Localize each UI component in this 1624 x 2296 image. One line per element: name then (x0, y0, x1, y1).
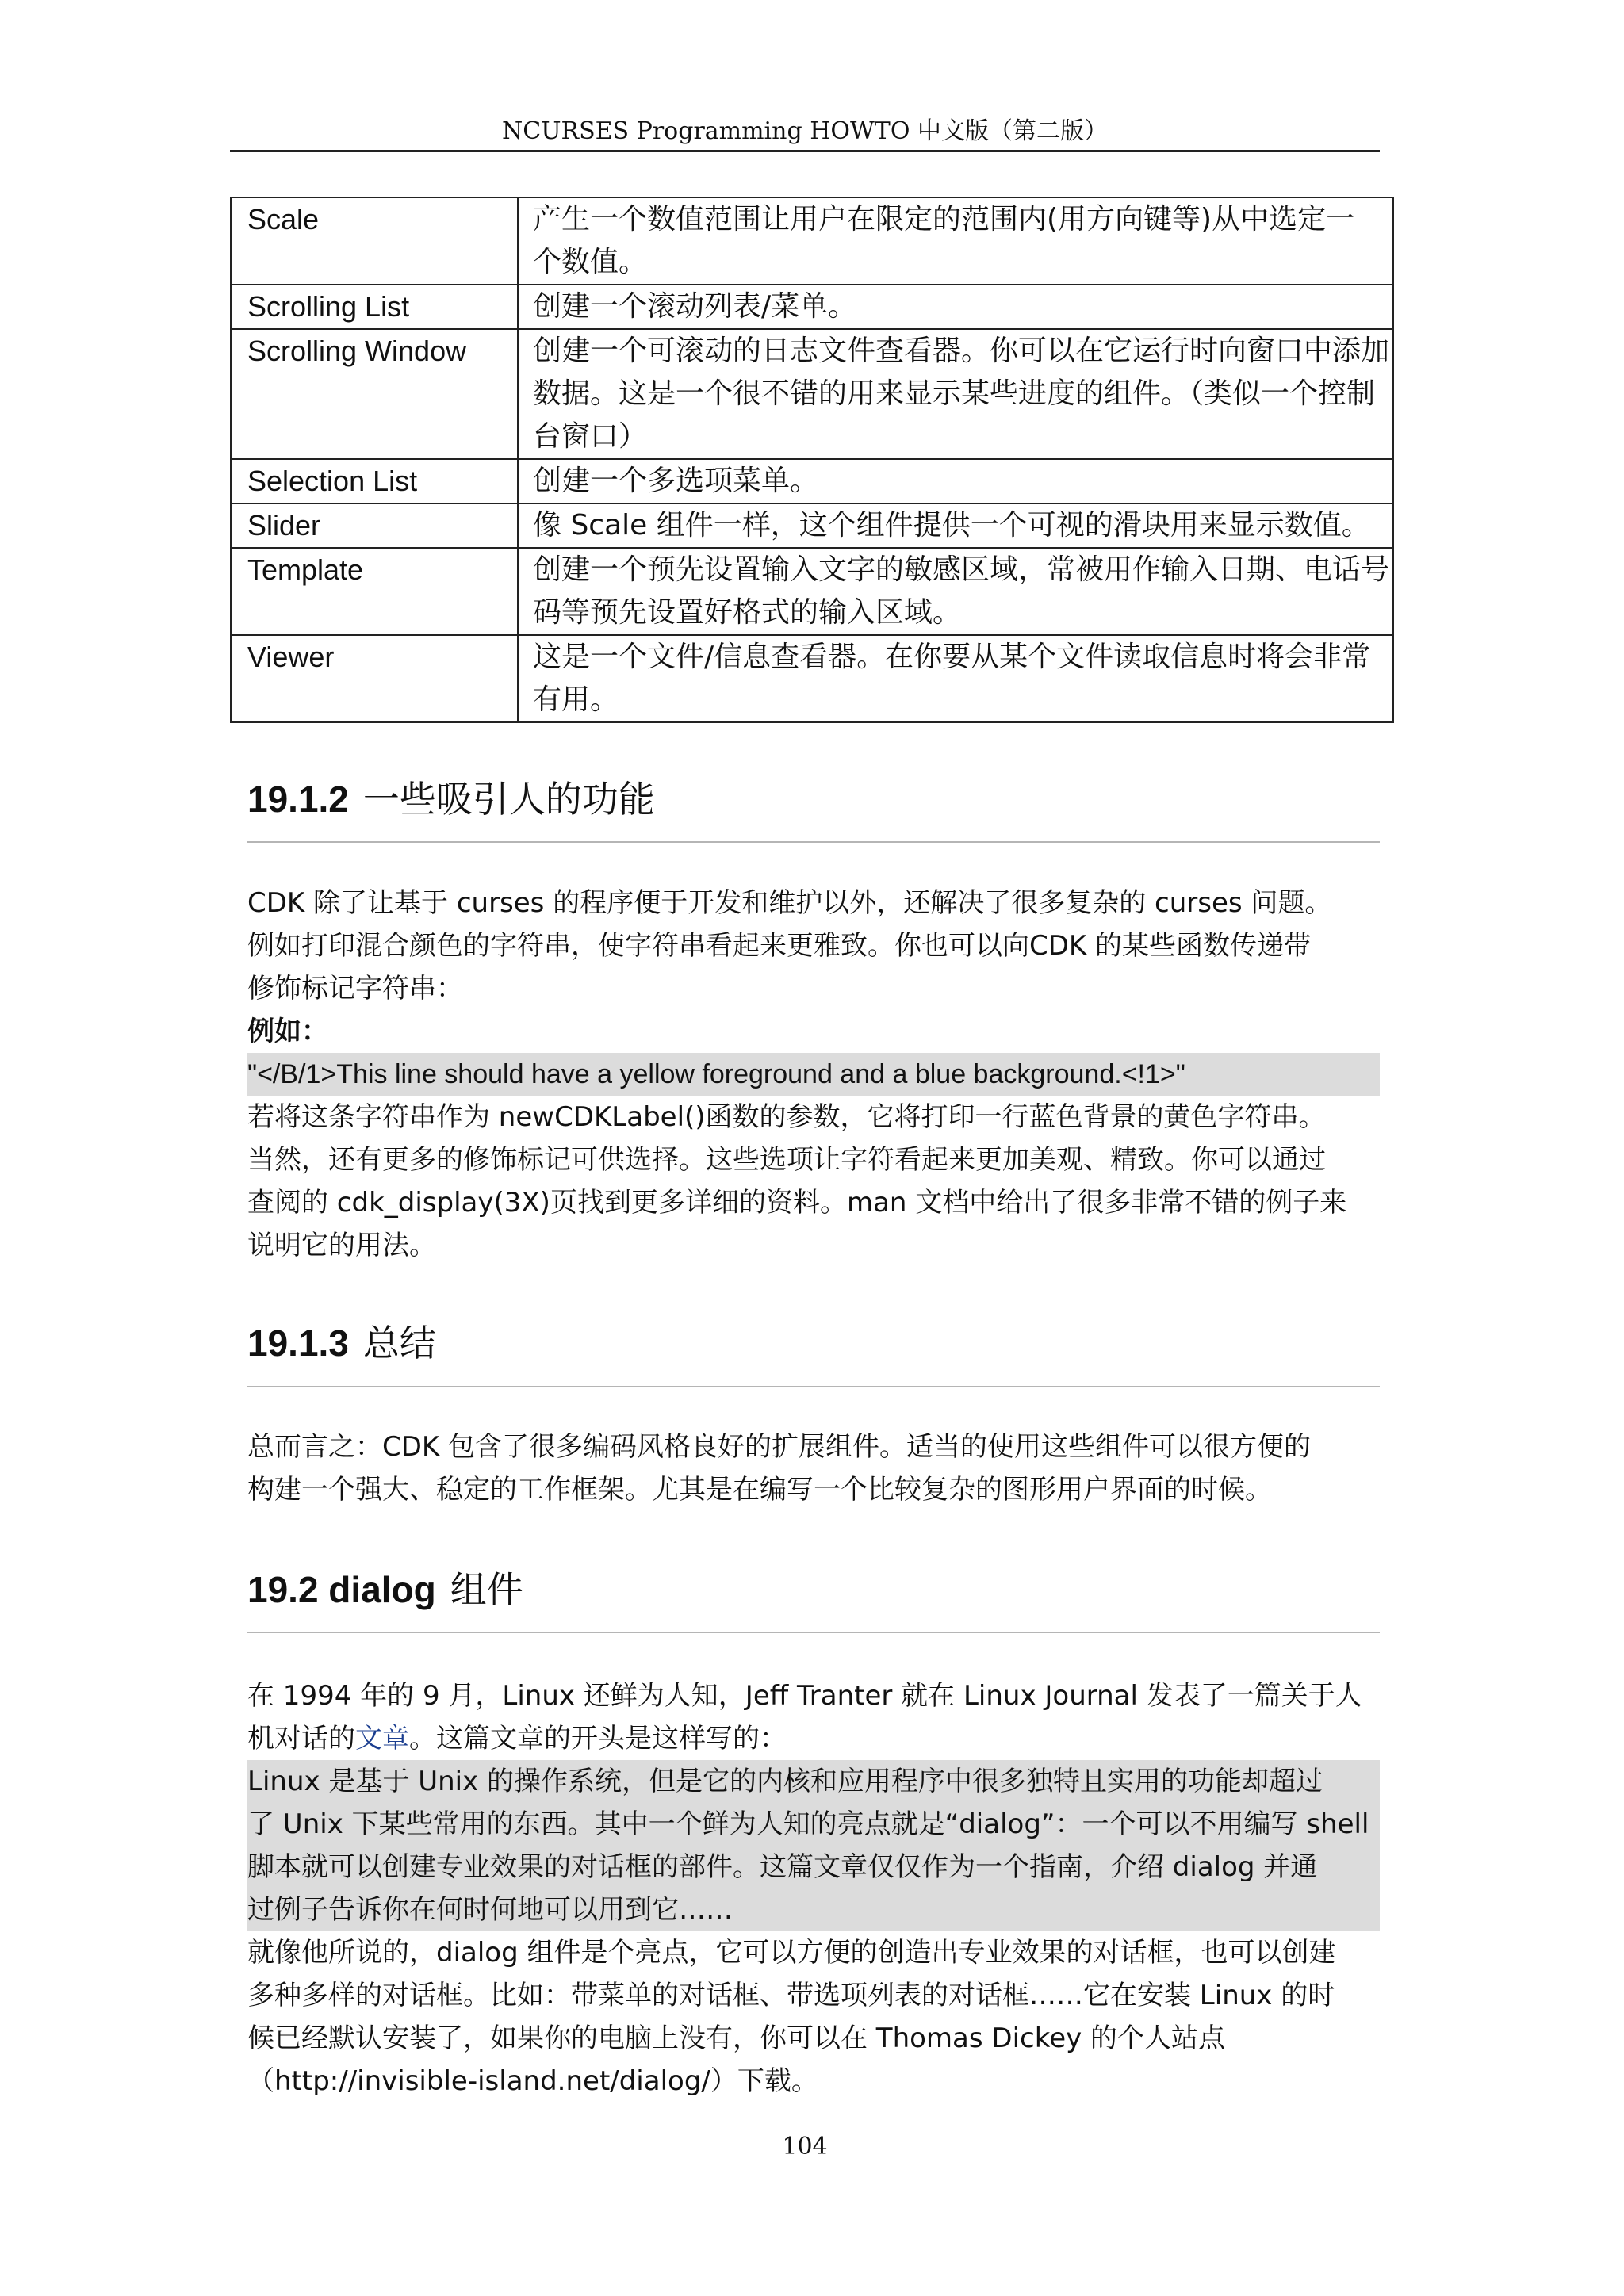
text-line: 当然，还有更多的修饰标记可供选择。这些选项让字符看起来更加美观、精致。你可以通过 (247, 1144, 1326, 1176)
widget-name-cell: Scrolling Window (231, 329, 518, 459)
section-number: 19.1.3 (247, 1322, 349, 1364)
example-code: "</B/1>This line should have a yellow foreground and a blue background.<!1>" (247, 1053, 1380, 1096)
widget-name-cell: Viewer (231, 635, 518, 722)
text-line: （http://invisible-island.net/dialog/）下载。 (247, 2065, 818, 2097)
description-line: 有用。 (533, 683, 619, 716)
section-heading-19-1-2 (247, 775, 655, 823)
text-line: 构建一个强大、稳定的工作框架。尤其是在编写一个比较复杂的图形用户界面的时候。 (247, 1474, 1272, 1506)
widget-name-cell: Scale (231, 197, 518, 285)
section-rule (247, 841, 1380, 843)
paragraph-dialog (247, 1674, 1380, 2103)
table-row (231, 459, 1393, 503)
text-line: 候已经默认安装了，如果你的电脑上没有，你可以在 Thomas Dickey 的个人站点 (247, 2022, 1226, 2054)
table-row (231, 548, 1393, 635)
section-title: 总结 (362, 1322, 436, 1364)
widget-description-cell (518, 635, 1393, 722)
text-line: 若将这条字符串作为 newCDKLabel()函数的参数，它将打印一行蓝色背景的黄色字符串。 (247, 1101, 1326, 1133)
widget-table-body (231, 197, 1393, 722)
section-heading-19-2 (247, 1566, 523, 1613)
widget-name-cell: Selection List (231, 459, 518, 503)
description-line: 创建一个预先设置输入文字的敏感区域，常被用作输入日期、电话号 (533, 553, 1390, 586)
section-rule (247, 1386, 1380, 1387)
description-line: 创建一个滚动列表/菜单。 (533, 290, 857, 323)
description-line: 台窗口） (533, 420, 648, 453)
text-line (247, 1717, 1380, 1760)
text-line: 在 1994 年的 9 月，Linux 还鲜为人知，Jeff Tranter 就在 Linux Journal 发表了一篇关于人 (247, 1680, 1362, 1712)
section-number: 19.1.2 (247, 779, 349, 820)
text-segment: 机对话的 (247, 1723, 355, 1755)
text-line: 总而言之：CDK 包含了很多编码风格良好的扩展组件。适当的使用这些组件可以很方便的 (247, 1431, 1312, 1463)
section-number: 19.2 dialog (247, 1569, 436, 1610)
text-segment: 。这篇文章的开头是这样写的： (409, 1723, 787, 1755)
table-row (231, 635, 1393, 722)
description-line: 创建一个多选项菜单。 (533, 465, 819, 497)
widget-description-cell (518, 548, 1393, 635)
description-line: 像 Scale 组件一样，这个组件提供一个可视的滑块用来显示数值。 (533, 509, 1370, 541)
section-rule (247, 1632, 1380, 1633)
paragraph-summary (247, 1425, 1380, 1511)
example-label: 例如： (247, 1016, 328, 1047)
description-line: 数据。这是一个很不错的用来显示某些进度的组件。（类似一个控制 (533, 377, 1376, 410)
widget-description-cell (518, 459, 1393, 503)
table-row (231, 329, 1393, 459)
quote-line: 脚本就可以创建专业效果的对话框的部件。这篇文章仅仅作为一个指南，介绍 dialog 并通 (247, 1846, 1380, 1888)
section-heading-19-1-3 (247, 1319, 436, 1367)
page-number: 104 (782, 2133, 828, 2160)
description-line: 这是一个文件/信息查看器。在你要从某个文件读取信息时将会非常 (533, 641, 1371, 673)
table-row (231, 503, 1393, 548)
text-line: 查阅的 cdk_display(3X)页找到更多详细的资料。man 文档中给出了很多非常不错的例子来 (247, 1187, 1347, 1219)
description-line: 个数值。 (533, 246, 648, 278)
running-header: NCURSES Programming HOWTO 中文版（第二版） (502, 117, 1108, 145)
widget-name-cell: Template (231, 548, 518, 635)
description-line: 码等预先设置好格式的输入区域。 (533, 596, 962, 629)
header-rule (230, 150, 1380, 152)
text-line: 例如打印混合颜色的字符串，使字符串看起来更雅致。你也可以向CDK 的某些函数传递带 (247, 930, 1312, 962)
section-title: 组件 (450, 1568, 523, 1611)
text-line: 多种多样的对话框。比如：带菜单的对话框、带选项列表的对话框……它在安装 Linux 的时 (247, 1980, 1335, 2011)
widget-description-cell (518, 285, 1393, 329)
table-row (231, 285, 1393, 329)
widget-name-cell: Slider (231, 503, 518, 548)
quote-line: 了 Unix 下某些常用的东西。其中一个鲜为人知的亮点就是“dialog”：一个可以不用编写 shell (247, 1803, 1380, 1846)
widget-description-cell (518, 503, 1393, 548)
widget-name-cell: Scrolling List (231, 285, 518, 329)
table-row (231, 197, 1393, 285)
widget-description-cell (518, 197, 1393, 285)
description-line: 创建一个可滚动的日志文件查看器。你可以在它运行时向窗口中添加 (533, 335, 1390, 367)
text-line: 就像他所说的，dialog 组件是个亮点，它可以方便的创造出专业效果的对话框，也可以创建 (247, 1937, 1336, 1969)
text-line: 修饰标记字符串： (247, 973, 463, 1004)
text-line: CDK 除了让基于 curses 的程序便于开发和维护以外，还解决了很多复杂的 curses 问题。 (247, 887, 1332, 919)
quote-line: Linux 是基于 Unix 的操作系统，但是它的内核和应用程序中很多独特且实用的功能却超过 (247, 1760, 1380, 1803)
widget-table (230, 197, 1394, 723)
quote-line: 过例子告诉你在何时何地可以用到它…… (247, 1888, 1380, 1931)
article-link[interactable]: 文章 (355, 1723, 409, 1755)
text-line: 说明它的用法。 (247, 1230, 436, 1261)
section-title: 一些吸引人的功能 (362, 778, 655, 821)
description-line: 产生一个数值范围让用户在限定的范围内(用方向键等)从中选定一 (533, 203, 1355, 235)
paragraph-cdk-features (247, 882, 1380, 1267)
widget-description-cell (518, 329, 1393, 459)
